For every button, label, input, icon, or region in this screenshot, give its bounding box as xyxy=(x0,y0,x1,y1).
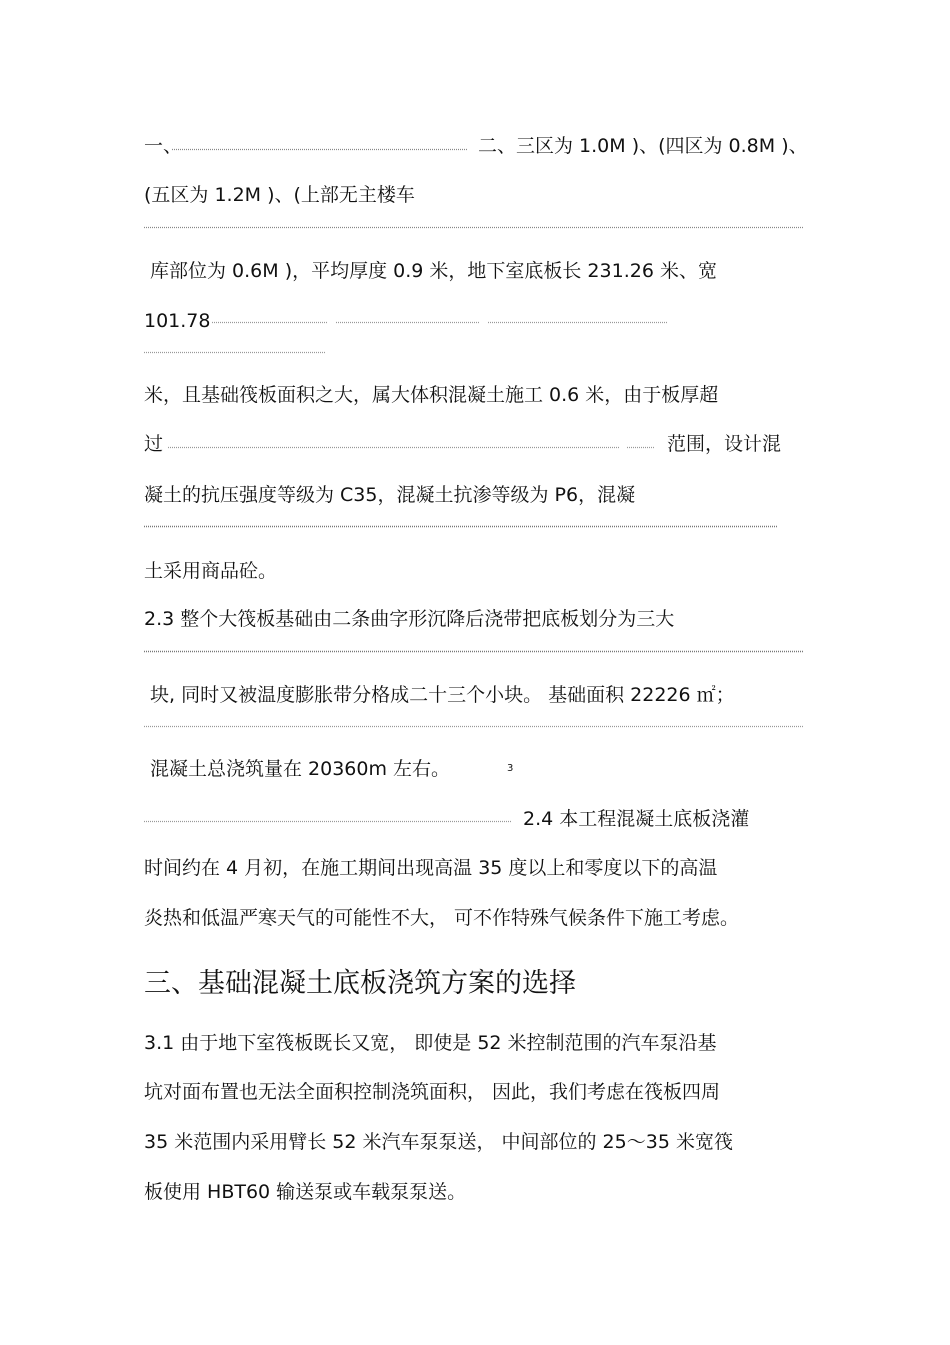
scan-artifact-line xyxy=(144,525,778,528)
text-line: 土采用商品砼。 xyxy=(144,560,278,582)
scan-artifact-line xyxy=(336,321,480,324)
text-line: 炎热和低温严寒天气的可能性不大， 可不作特殊气候条件下施工考虑。 xyxy=(144,907,740,929)
scan-artifact-line xyxy=(212,321,328,324)
text-line: 坑对面布置也无法全面积控制浇筑面积， 因此，我们考虑在筏板四周 xyxy=(144,1081,721,1103)
scan-artifact-line xyxy=(144,725,804,728)
text-line: 混凝土总浇筑量在 20360m 左右。 xyxy=(150,758,451,780)
text-line: 时间约在 4 月初，在施工期间出现高温 35 度以上和零度以下的高温 xyxy=(144,857,718,879)
text-line: 3.1 由于地下室筏板既长又宽， 即使是 52 米控制范围的汽车泵沿基 xyxy=(144,1032,717,1054)
text-line: 范围，设计混 xyxy=(667,433,782,455)
scan-artifact-line xyxy=(627,446,655,449)
text-line: (五区为 1.2M )、(上部无主楼车 xyxy=(144,184,415,206)
scan-artifact-line xyxy=(144,820,512,823)
text-line: 过 xyxy=(144,433,164,455)
scan-artifact-line xyxy=(488,321,668,324)
text-line: 凝土的抗压强度等级为 C35，混凝土抗渗等级为 P6，混凝 xyxy=(144,484,636,506)
text-line: 35 米范围内采用臂长 52 米汽车泵泵送， 中间部位的 25～35 米宽筏 xyxy=(144,1131,733,1153)
text-line: 一、 xyxy=(144,135,183,157)
text-line: 米，且基础筏板面积之大，属大体积混凝土施工 0.6 米，由于板厚超 xyxy=(144,384,719,406)
section-heading: 三、基础混凝土底板浇筑方案的选择 xyxy=(144,968,576,999)
scan-artifact-line xyxy=(144,226,804,229)
text-line: 二、三区为 1.0M )、(四区为 0.8M )、 xyxy=(478,135,808,157)
scan-artifact-line xyxy=(168,446,620,449)
scan-artifact-line xyxy=(172,148,468,151)
scan-artifact-line xyxy=(144,351,326,354)
text-line: 板使用 HBT60 输送泵或车载泵泵送。 xyxy=(144,1181,467,1203)
scan-artifact-line xyxy=(144,650,804,653)
text-line: 101.78 xyxy=(144,310,211,332)
text-line: 2.3 整个大筏板基础由二条曲字形沉降后浇带把底板划分为三大 xyxy=(144,608,675,630)
text-line: 块, 同时又被温度膨胀带分格成二十三个小块。 基础面积 22226 ㎡； xyxy=(150,684,735,706)
text-line: 库部位为 0.6M )，平均厚度 0.9 米，地下室底板长 231.26 米、宽 xyxy=(150,260,717,282)
text-line: 2.4 本工程混凝土底板浇灌 xyxy=(523,808,750,830)
superscript: 3 xyxy=(507,763,514,774)
